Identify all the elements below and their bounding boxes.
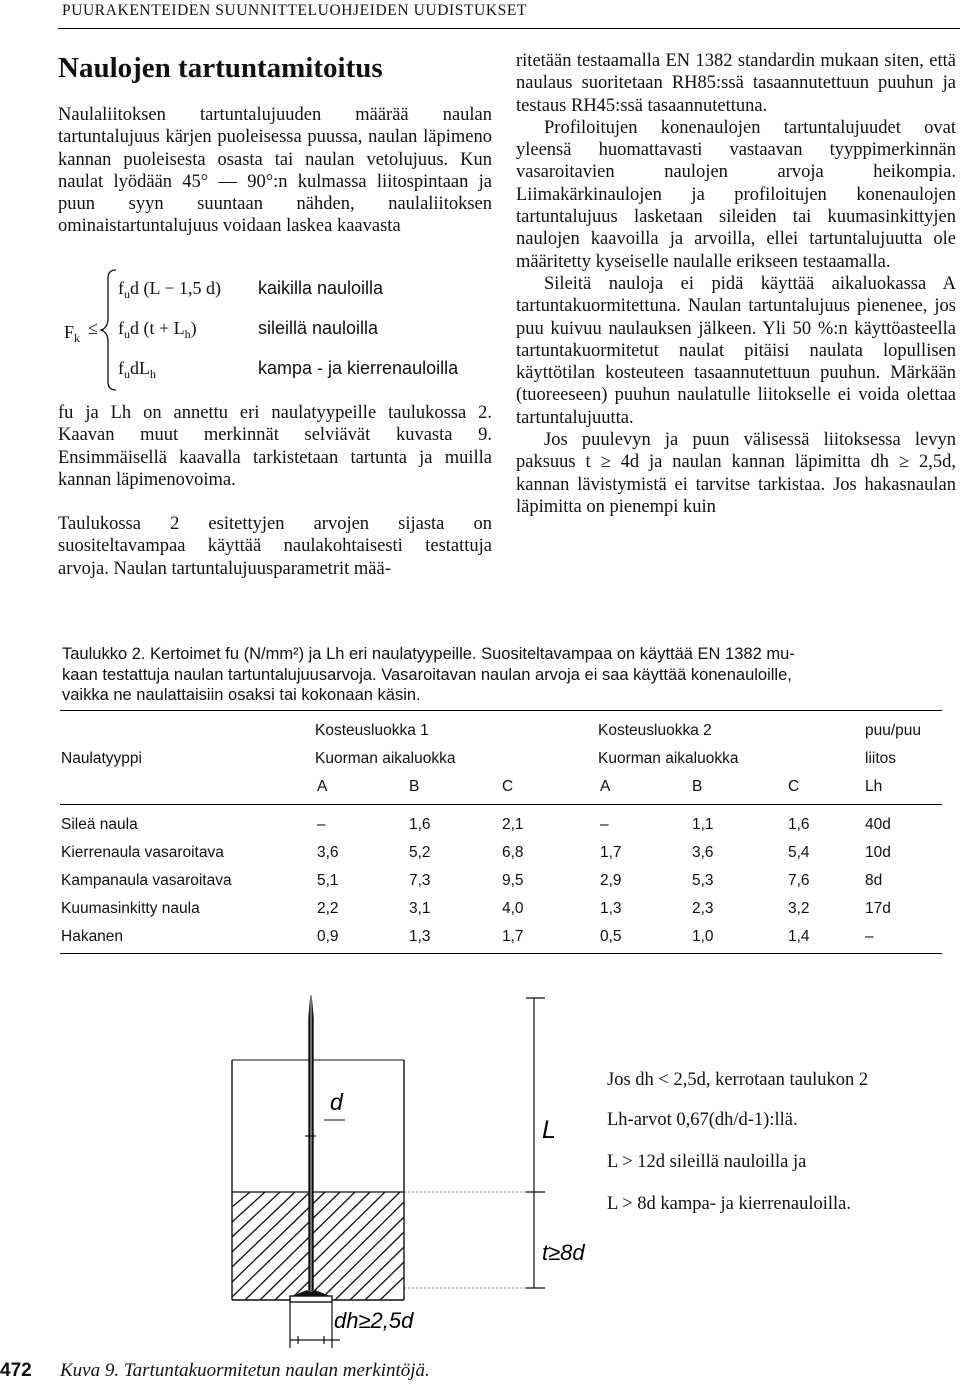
formula-row1-desc: kaikilla nauloilla xyxy=(258,278,384,298)
left-column-bottom xyxy=(58,402,492,580)
figure-note-4: L > 8d kampa- ja kierrenauloilla. xyxy=(607,1194,851,1214)
nail-icon xyxy=(290,995,332,1302)
label-d: d xyxy=(330,1089,343,1115)
board-hatching-icon xyxy=(232,1192,404,1300)
page-number: 472 xyxy=(0,1360,32,1381)
figure-note-1: Jos dh < 2,5d, kerrotaan taulukon 2 xyxy=(607,1070,869,1090)
formula-operator: ≤ xyxy=(88,318,98,338)
intro-paragraph: Naulaliitoksen tartuntalujuuden määrää naulan tartuntalujuus kärjen puoleisessa puussa, naulan läpimeno kannan puoleisesta osasta tai naulan vetolujuus. Kun naulat lyödään 45° — 90°:n kulmassa liitospintaan ja puun syyn suuntaan nähden, naulaliitoksen ominaistartuntalujuus voidaan laskea kaavasta xyxy=(58,105,492,237)
label-t: t≥8d xyxy=(542,1240,585,1265)
table-header-rule xyxy=(60,804,942,805)
formula-row1: $f_ud$ (L − 1,5 d) xyxy=(118,278,221,301)
table-bottom-rule xyxy=(60,953,942,954)
figure-caption: Kuva 9. Tartuntakuormitetun naulan merkintöjä. xyxy=(60,1360,430,1381)
timber-piece xyxy=(232,1060,404,1300)
recommendation-paragraph: Taulukossa 2 esitettyjen arvojen sijasta on suositeltavampaa käyttää naulakohtaisesti testattuja arvoja. Naulan tartuntalujuusparametrit mää- xyxy=(58,514,492,579)
label-dh: dh≥2,5d xyxy=(334,1308,414,1333)
right-paragraph-4: Jos puulevyn ja puun välisessä liitoksessa levyn paksuus t ≥ 4d ja naulan kannan läpimitta dh ≥ 2,5d, kannan lävistymistä ei tarvitse tarkistaa. Jos hakasnaulan läpimitta on pienempi kuin xyxy=(516,430,956,517)
right-column xyxy=(516,50,956,518)
formula-lhs: $F_k$ xyxy=(64,322,81,345)
running-header: PUURAKENTEIDEN SUUNNITTELUOHJEIDEN UUDISTUKSET xyxy=(62,2,527,19)
nail-diagram xyxy=(0,960,600,1350)
figure-note-2: Lh-arvot 0,67(dh/d-1):llä. xyxy=(607,1110,798,1130)
right-paragraph-1: ritetään testaamalla EN 1382 standardin mukaan siten, että naulaus suoritetaan RH85:ssä tasaannutettuun puuhun ja testaus RH45:ssä tasaannutettuna. xyxy=(516,51,956,116)
figure-note-3: L > 12d sileillä nauloilla ja xyxy=(607,1152,807,1172)
table-top-rule xyxy=(60,710,942,711)
right-paragraph-3: Sileitä nauloja ei pidä käyttää aikaluokassa A tartuntakuormitettuna. Naulan tartuntalujuus pienenee, jos puu kuivuu naulauksen jälkeen. Yli 50 %:n käyttöasteella tartuntakuormitetut naulat pitäisi naulata lopullisen käyttötilan kosteuteen tasaannutettuun puuhun. Märkään (tuoreeseen) puuhun naulatulle liitokselle ei voida olettaa tartuntalujuutta. xyxy=(516,273,956,428)
formula-row3-desc: kampa - ja kierrenauloilla xyxy=(258,358,459,378)
label-L: L xyxy=(542,1116,556,1144)
formula-row2: $f_ud$ $(t + L_h)$ xyxy=(118,318,197,341)
header-rule xyxy=(58,28,960,29)
right-paragraph-2: Profiloitujen konenaulojen tartuntalujuudet ovat yleensä huomattavasti vastaavan tyyppimerkinnän vasaroitavien naulojen arvoja heikompia. Liimakärkinaulojen ja profiloitujen konenaulojen tartuntalujuus lasketaan sileiden tai kuumasinkittyjen naulojen kaavoilla ja arvoilla, ellei tartuntalujuutta ole määritetty kyseiselle naulalle erikseen testaamalla. xyxy=(516,117,956,272)
left-column-top xyxy=(58,104,492,238)
after-formula-paragraph: fu ja Lh on annettu eri naulatyypeille taulukossa 2. Kaavan muut merkinnät selviävät kuvasta 9. Ensimmäisellä kaavalla tarkistetaan tartunta ja muilla kannan läpimenovoima. xyxy=(58,403,492,490)
page-title: Naulojen tartuntamitoitus xyxy=(58,52,383,84)
table-caption: Taulukko 2. Kertoimet fu (N/mm²) ja Lh eri naulatyypeille. Suositeltavampaa on käyttää EN 1382 mu- kaan testattuja naulan tartuntalujuusarvoja. Vasaroitavan naulan arvoja ei saa käyttää konenauloille, vaikka ne naulattaisiin osaksi tai kokonaan käsin. xyxy=(62,645,795,704)
formula-row3: $f_udL_h$ xyxy=(118,358,156,381)
formula-row2-desc: sileillä nauloilla xyxy=(258,318,379,338)
formula xyxy=(58,268,498,393)
